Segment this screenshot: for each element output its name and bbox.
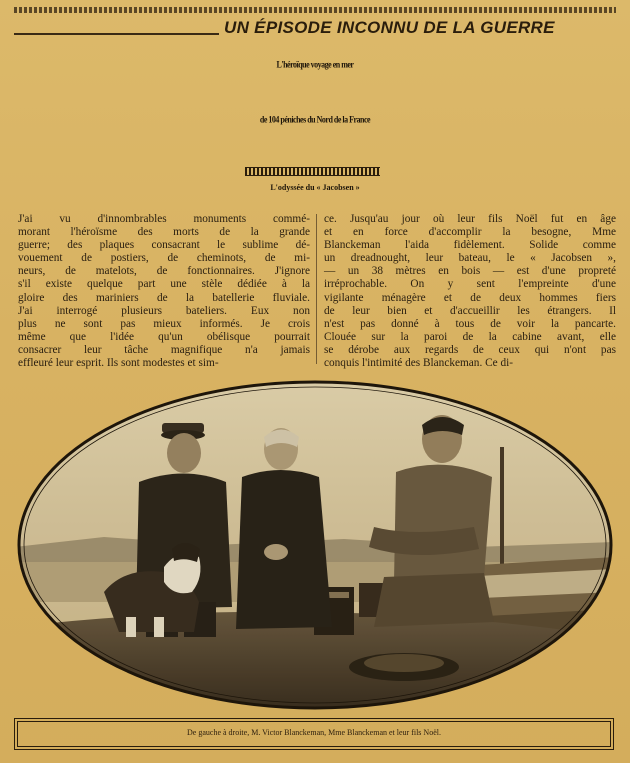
article-line: neurs, de matelots, de fonctionnaires. J'ignore [18,265,310,278]
article-line: même que l'idée qu'un obélisque pourrait [18,330,310,343]
article-column-right [324,213,616,370]
article-line: — un 38 mètres en bois — est d'une propreté [324,265,616,278]
kicker-rule [14,33,219,35]
headline-line-2: de 104 péniches du Nord de la France [259,114,371,125]
article-line: irréprochable. On y sent l'empreinte d'une [324,278,616,291]
headline-line-1: L'héroïque voyage en mer [276,59,354,70]
article-line: vigilante ménagère et de deux hommes fiers [324,291,616,304]
article-line: Clouée sur la paroi de la cabine avant, elle [324,330,616,343]
article-line: J'ai interrogé plusieurs bateliers. Eux non [18,304,310,317]
photo [14,377,616,713]
column-divider [316,214,317,364]
article-line: consacrer leur tâche magnifique n'a jamais [18,343,310,356]
article-line: Blanckeman l'aida fidèlement. Solide comme [324,239,616,252]
article-line: conquis l'intimité des Blanckeman. Ce di- [324,357,514,370]
article-line: morant l'héroïsme des morts de la grande [18,226,310,239]
article-line: effleuré leur esprit. Ils sont modestes et sim- [18,357,219,370]
article-line: vouement de postiers, de cheminots, de mi- [18,252,310,265]
article-line: s'il existe quelque part une stèle dédiée à la [18,278,310,291]
article-line: et en force d'accomplir la besogne, Mme [324,226,616,239]
article-column-left [18,213,310,370]
article-line: ce. Jusqu'au jour où leur fils Noël fut en âge [324,213,616,225]
article-line: gloire des mariniers de la batellerie fluviale. [18,291,310,304]
article-line: n'est pas donné à tous de voir la pancarte. [324,317,616,330]
article-line: plus ne sont pas mieux informés. Je crois [18,317,310,330]
kicker: UN ÉPISODE INCONNU DE LA GUERRE [224,18,555,37]
article-line: de leur bien et d'accueillir les étrangers. Il [324,304,616,317]
top-rule [14,7,616,13]
article-line: guerre; des plaques consacrant le sublime dé- [18,239,310,252]
article-line: se dérobe aux regards de ceux qui n'ont pas [324,343,616,356]
ornament-rule [245,167,380,176]
photo-caption: De gauche à droite, M. Victor Blanckeman, Mme Blanckeman et leur fils Noël. [187,728,441,737]
subhead: L'odyssée du « Jacobsen » [270,183,360,192]
caption-box [14,718,614,750]
article-line: J'ai vu d'innombrables monuments commé- [18,213,310,225]
photo-illustration [14,377,616,713]
article-line: un dreadnought, leur bateau, le « Jacobsen », [324,252,616,265]
